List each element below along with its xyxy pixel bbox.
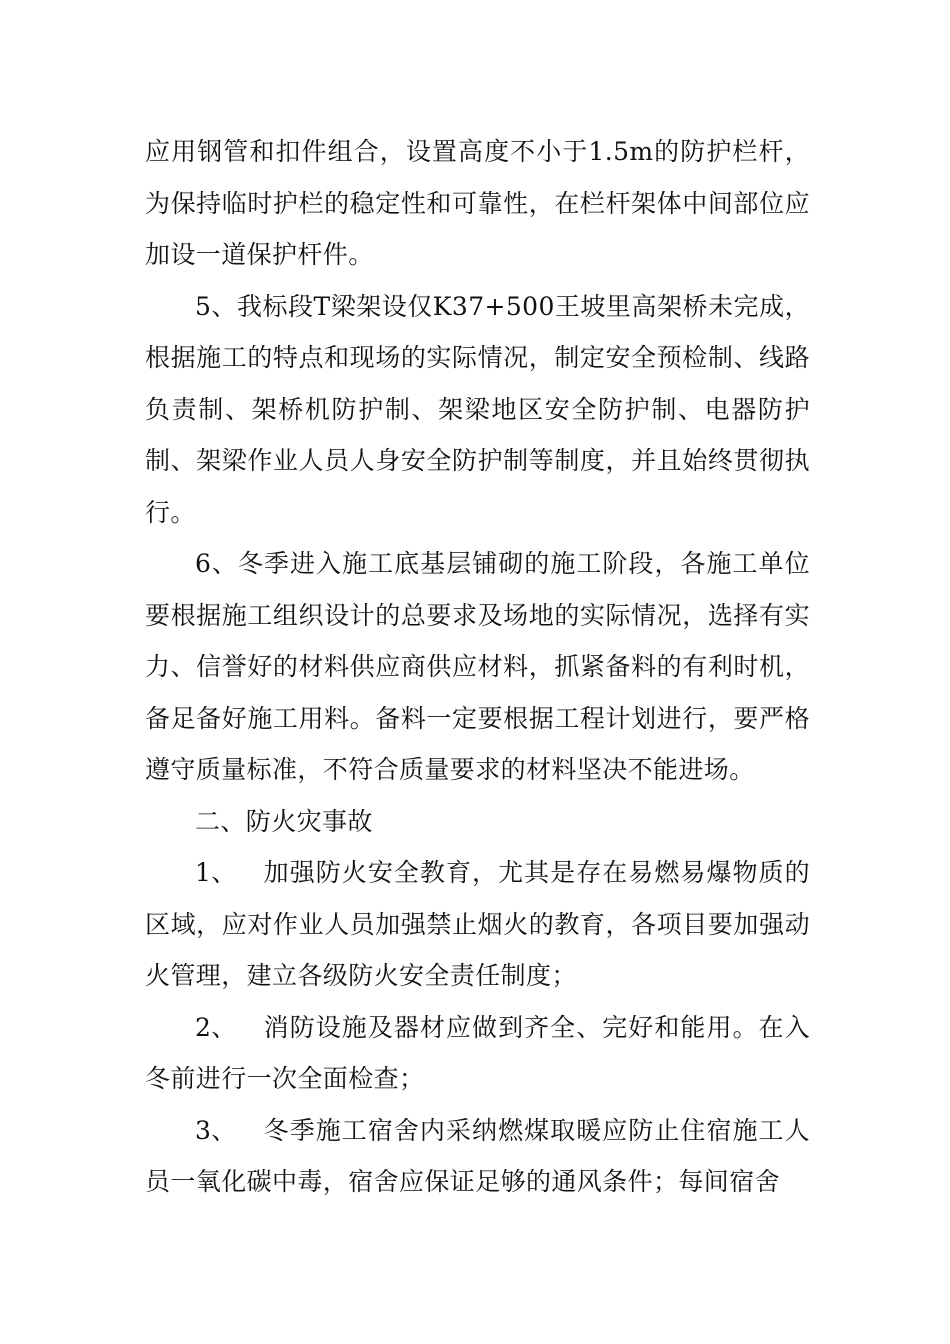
fire-item-2-number: 2、 [195, 1012, 237, 1042]
section-heading-fire: 二、防火灾事故 [195, 806, 373, 836]
fire-item-3-text: 冬季施工宿舍内采纳燃煤取暖应防止住宿施工人员一氧化碳中毒，宿舍应保证足够的通风条件；每间宿舍 [145, 1115, 810, 1196]
fire-item-1 [145, 847, 810, 1002]
paragraph-guardrail: 应用钢管和扣件组合，设置高度不小于1.5m的防护栏杆，为保持临时护栏的稳定性和可靠性，在栏杆架体中间部位应加设一道保护杆件。 [145, 137, 810, 269]
fire-item-2 [145, 1002, 810, 1105]
document-body [145, 126, 810, 1208]
fire-item-3-number: 3、 [195, 1115, 237, 1145]
fire-item-1-text: 加强防火安全教育，尤其是存在易燃易爆物质的区域，应对作业人员加强禁止烟火的教育，各项目要加强动火管理，建立各级防火安全责任制度； [145, 858, 810, 990]
fire-item-2-text: 消防设施及器材应做到齐全、完好和能用。在入冬前进行一次全面检查； [145, 1012, 810, 1093]
fire-item-3 [145, 1105, 810, 1208]
fire-item-1-number: 1、 [195, 858, 237, 887]
paragraph-item-5: 5、我标段T梁架设仅K37+500王坡里高架桥未完成，根据施工的特点和现场的实际情况，制定安全预检制、线路负责制、架桥机防护制、架梁地区安全防护制、电器防护制、架梁作业人员人身安全防护制等制度，并且始终贯彻执行。 [145, 291, 810, 527]
paragraph-item-6: 6、冬季进入施工底基层铺砌的施工阶段，各施工单位要根据施工组织设计的总要求及场地的实际情况，选择有实力、信誉好的材料供应商供应材料，抓紧备料的有利时机，备足备好施工用料。备料一定要根据工程计划进行，要严格遵守质量标准，不符合质量要求的材料坚决不能进场。 [145, 549, 810, 784]
